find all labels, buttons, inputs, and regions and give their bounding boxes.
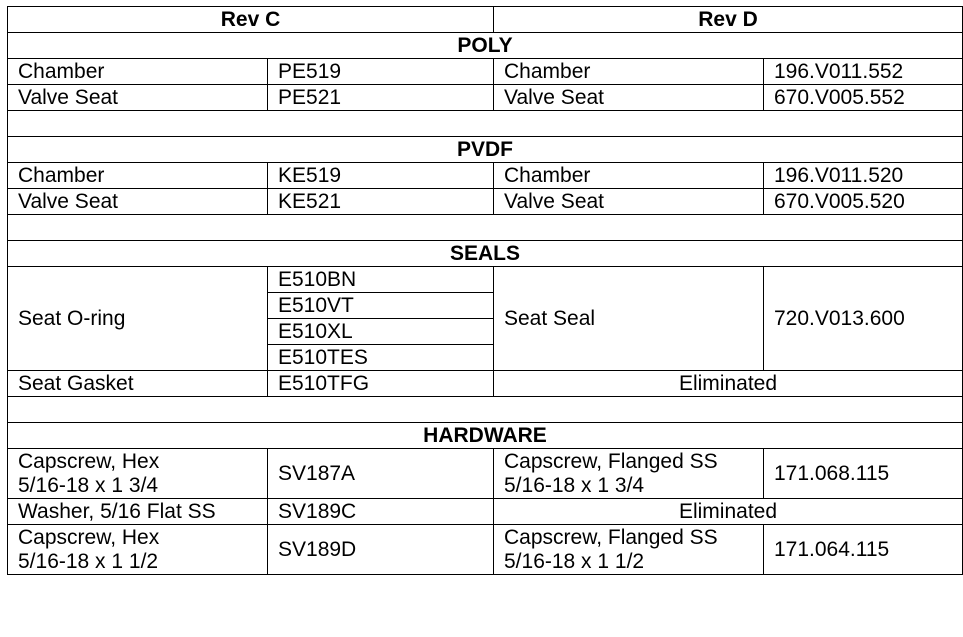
rev-d-part-number: 171.068.115 xyxy=(764,449,963,499)
spacer-row xyxy=(8,111,963,137)
table-row xyxy=(8,525,963,575)
section-title-seals: SEALS xyxy=(8,241,963,267)
seat-oring-part-number: E510VT xyxy=(268,293,494,319)
header-row xyxy=(8,7,963,33)
parts-comparison-table xyxy=(7,6,963,575)
rev-d-part-number: 171.064.115 xyxy=(764,525,963,575)
rev-c-part-name xyxy=(8,525,268,575)
section-title-hardware: HARDWARE xyxy=(8,423,963,449)
rev-d-part-number: 670.V005.520 xyxy=(764,189,963,215)
rev-d-part-name: Valve Seat xyxy=(494,189,764,215)
section-row-poly xyxy=(8,33,963,59)
seat-oring-part-number: E510BN xyxy=(268,267,494,293)
rev-c-part-name: Valve Seat xyxy=(8,189,268,215)
rev-c-header: Rev C xyxy=(8,7,494,33)
spacer-row xyxy=(8,397,963,423)
section-row-hardware xyxy=(8,423,963,449)
rev-c-part-name: Chamber xyxy=(8,163,268,189)
part-size-line: 5/16-18 x 1 3/4 xyxy=(18,474,159,497)
section-title-poly: POLY xyxy=(8,33,963,59)
rev-c-part-name: Valve Seat xyxy=(8,85,268,111)
table-row xyxy=(8,371,963,397)
table-row xyxy=(8,59,963,85)
rev-d-part-name: Valve Seat xyxy=(494,85,764,111)
table-row xyxy=(8,85,963,111)
rev-c-part-number: KE519 xyxy=(268,163,494,189)
eliminated-label: Eliminated xyxy=(494,499,963,525)
part-size-line: 5/16-18 x 1 3/4 xyxy=(504,474,645,497)
rev-d-part-number: 670.V005.552 xyxy=(764,85,963,111)
table-row xyxy=(8,189,963,215)
part-size-line: 5/16-18 x 1 1/2 xyxy=(18,550,159,573)
seat-seal-part-number: 720.V013.600 xyxy=(764,267,963,371)
rev-c-part-number: PE519 xyxy=(268,59,494,85)
seat-seal-name: Seat Seal xyxy=(494,267,764,371)
table-row xyxy=(8,499,963,525)
rev-d-part-name xyxy=(494,449,764,499)
seat-gasket-part-number: E510TFG xyxy=(268,371,494,397)
spacer-cell xyxy=(8,397,963,423)
table-row xyxy=(8,449,963,499)
spacer-row xyxy=(8,215,963,241)
seat-oring-part-number: E510TES xyxy=(268,345,494,371)
rev-d-part-number: 196.V011.520 xyxy=(764,163,963,189)
part-size-line: 5/16-18 x 1 1/2 xyxy=(504,550,645,573)
rev-d-part-name xyxy=(494,525,764,575)
rev-c-part-number: KE521 xyxy=(268,189,494,215)
spacer-cell xyxy=(8,111,963,137)
part-name-line: Capscrew, Hex xyxy=(18,450,160,473)
rev-d-part-name: Chamber xyxy=(494,163,764,189)
table-row xyxy=(8,267,963,293)
rev-d-part-name: Chamber xyxy=(494,59,764,85)
rev-c-part-name xyxy=(8,449,268,499)
section-row-seals xyxy=(8,241,963,267)
seat-gasket-name: Seat Gasket xyxy=(8,371,268,397)
rev-d-header: Rev D xyxy=(494,7,963,33)
part-name-line: Capscrew, Flanged SS xyxy=(504,526,718,549)
spacer-cell xyxy=(8,215,963,241)
rev-c-part-name: Washer, 5/16 Flat SS xyxy=(8,499,268,525)
section-title-pvdf: PVDF xyxy=(8,137,963,163)
part-name-line: Capscrew, Flanged SS xyxy=(504,450,718,473)
rev-c-part-number: SV189D xyxy=(268,525,494,575)
rev-d-part-number: 196.V011.552 xyxy=(764,59,963,85)
table-row xyxy=(8,163,963,189)
rev-c-part-number: SV189C xyxy=(268,499,494,525)
seat-oring-part-number: E510XL xyxy=(268,319,494,345)
section-row-pvdf xyxy=(8,137,963,163)
seat-oring-name: Seat O-ring xyxy=(8,267,268,371)
part-name-line: Capscrew, Hex xyxy=(18,526,160,549)
rev-c-part-number: PE521 xyxy=(268,85,494,111)
eliminated-label: Eliminated xyxy=(494,371,963,397)
rev-c-part-number: SV187A xyxy=(268,449,494,499)
rev-c-part-name: Chamber xyxy=(8,59,268,85)
